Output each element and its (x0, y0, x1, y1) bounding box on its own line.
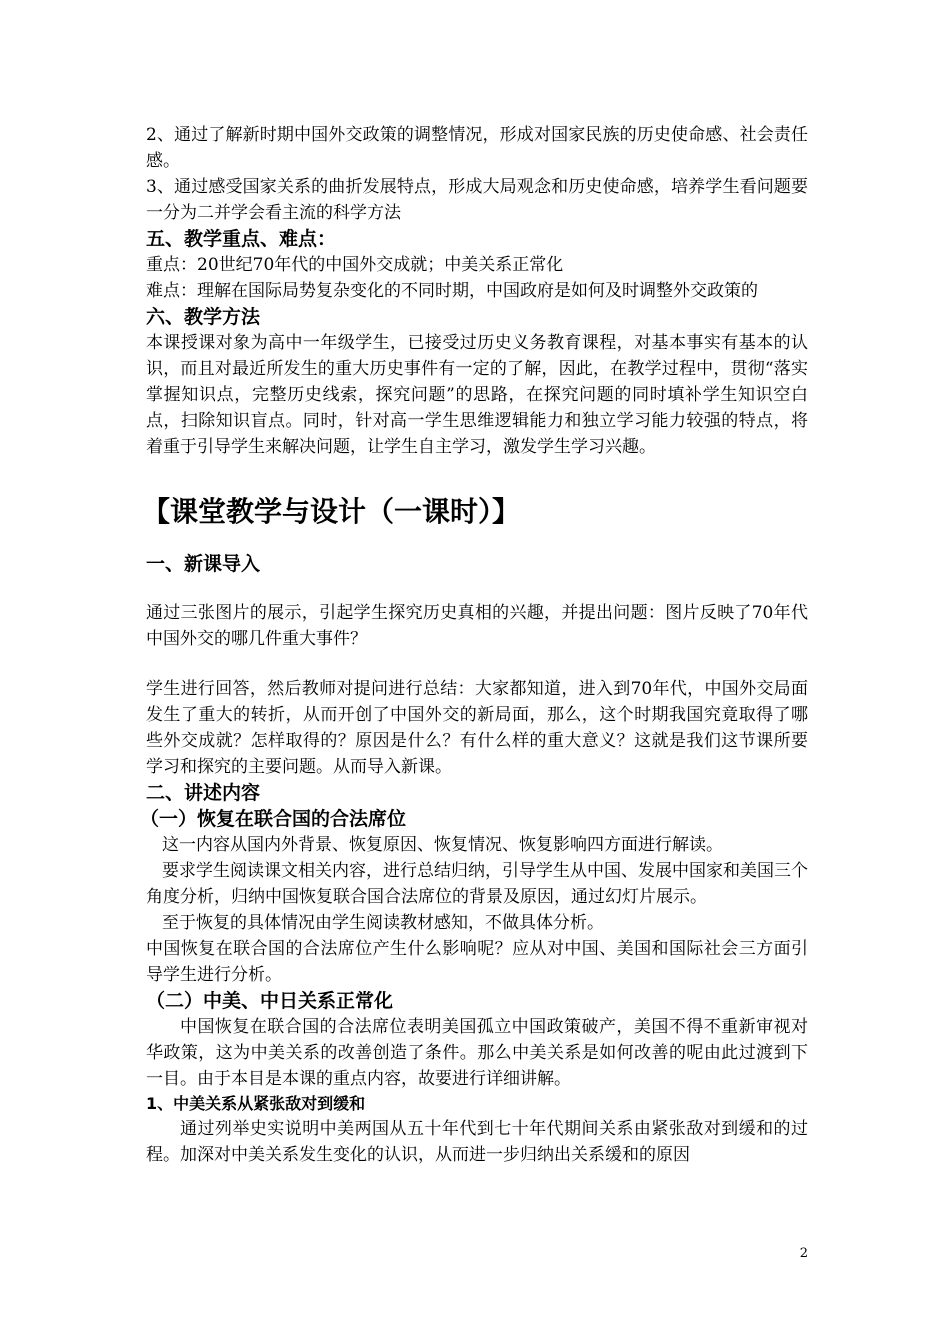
sub2-heading: （二）中美、中日关系正常化 (146, 990, 394, 1012)
sub1-paragraph-1: 这一内容从国内外背景、恢复原因、恢复情况、恢复影响四方面进行解读。 (162, 835, 723, 855)
lecture-heading: 二、讲述内容 (146, 782, 261, 804)
page-number: 2 (799, 1246, 808, 1261)
teaching-method-text: 本课授课对象为高中一年级学生，已接受过历史义务教育课程，对基本事实有基本的认识，而且对最近所发生的重大历史事件有一定的了解，因此，在教学过程中，贯彻“落实掌握知识点，完整历史线索，探究问题”的思路，在探究问题的同时填补学生知识空白点，扫除知识盲点。同时，针对高一学生思维逻辑能力和独立学习能力较强的特点，将着重于引导学生来解决问题，让学生自主学习，激发学生学习兴趣。 (146, 333, 808, 457)
difficult-point: 难点：理解在国际局势复杂变化的不同时期，中国政府是如何及时调整外交政策的 (146, 281, 758, 301)
intro-paragraph-1: 通过三张图片的展示，引起学生探究历史真相的兴趣，并提出问题：图片反映了70年代中国外交的哪几件重大事件？ (146, 603, 808, 649)
intro-paragraph-2: 学生进行回答，然后教师对提问进行总结：大家都知道，进入到70年代，中国外交局面发生了重大的转折，从而开创了中国外交的新局面，那么，这个时期我国究竟取得了哪些外交成就？怎样取得的？原因是什么？有什么样的重大意义？这就是我们这节课所要学习和探究的主要问题。从而导入新课。 (146, 679, 808, 777)
sub2-paragraph-1: 中国恢复在联合国的合法席位表明美国孤立中国政策破产，美国不得不重新审视对华政策，这为中美关系的改善创造了条件。那么中美关系是如何改善的呢由此过渡到下一目。由于本目是本课的重点内容，故要进行详细讲解。 (146, 1017, 808, 1089)
intro-heading: 一、新课导入 (146, 553, 261, 575)
section6-heading: 六、教学方法 (146, 306, 261, 328)
key-point: 重点：20世纪70年代的中国外交成就；中美关系正常化 (146, 255, 564, 275)
point1-paragraph: 通过列举史实说明中美两国从五十年代到七十年代期间关系由紧张敌对到缓和的过程。加深对中美关系发生变化的认识，从而进一步归纳出关系缓和的原因 (146, 1119, 808, 1165)
sub1-heading: （一）恢复在联合国的合法席位 (140, 808, 407, 830)
sub1-paragraph-4: 中国恢复在联合国的合法席位产生什么影响呢？应从对中国、美国和国际社会三方面引导学生进行分析。 (146, 939, 808, 985)
sub1-paragraph-3: 至于恢复的具体情况由学生阅读教材感知，不做具体分析。 (162, 913, 604, 933)
spacer (146, 652, 808, 676)
point1-heading: 1、中美关系从紧张敌对到缓和 (146, 1094, 366, 1113)
sub1-paragraph-2: 要求学生阅读课文相关内容，进行总结归纳，引导学生从中国、发展中国家和美国三个角度分析，归纳中国恢复联合国合法席位的背景及原因，通过幻灯片展示。 (146, 861, 808, 907)
goal-item-3: 3、通过感受国家关系的曲折发展特点，形成大局观念和历史使命感，培养学生看问题要 一分为二并学会看主流的科学方法 (146, 177, 808, 223)
section5-heading: 五、教学重点、难点： (146, 228, 337, 250)
page-content (140, 122, 808, 1168)
goal-item-2: 2、通过了解新时期中国外交政策的调整情况，形成对国家民族的历史使命感、社会责任感。 (146, 125, 808, 171)
design-title: 【课堂教学与设计（一课时）】 (142, 495, 521, 528)
